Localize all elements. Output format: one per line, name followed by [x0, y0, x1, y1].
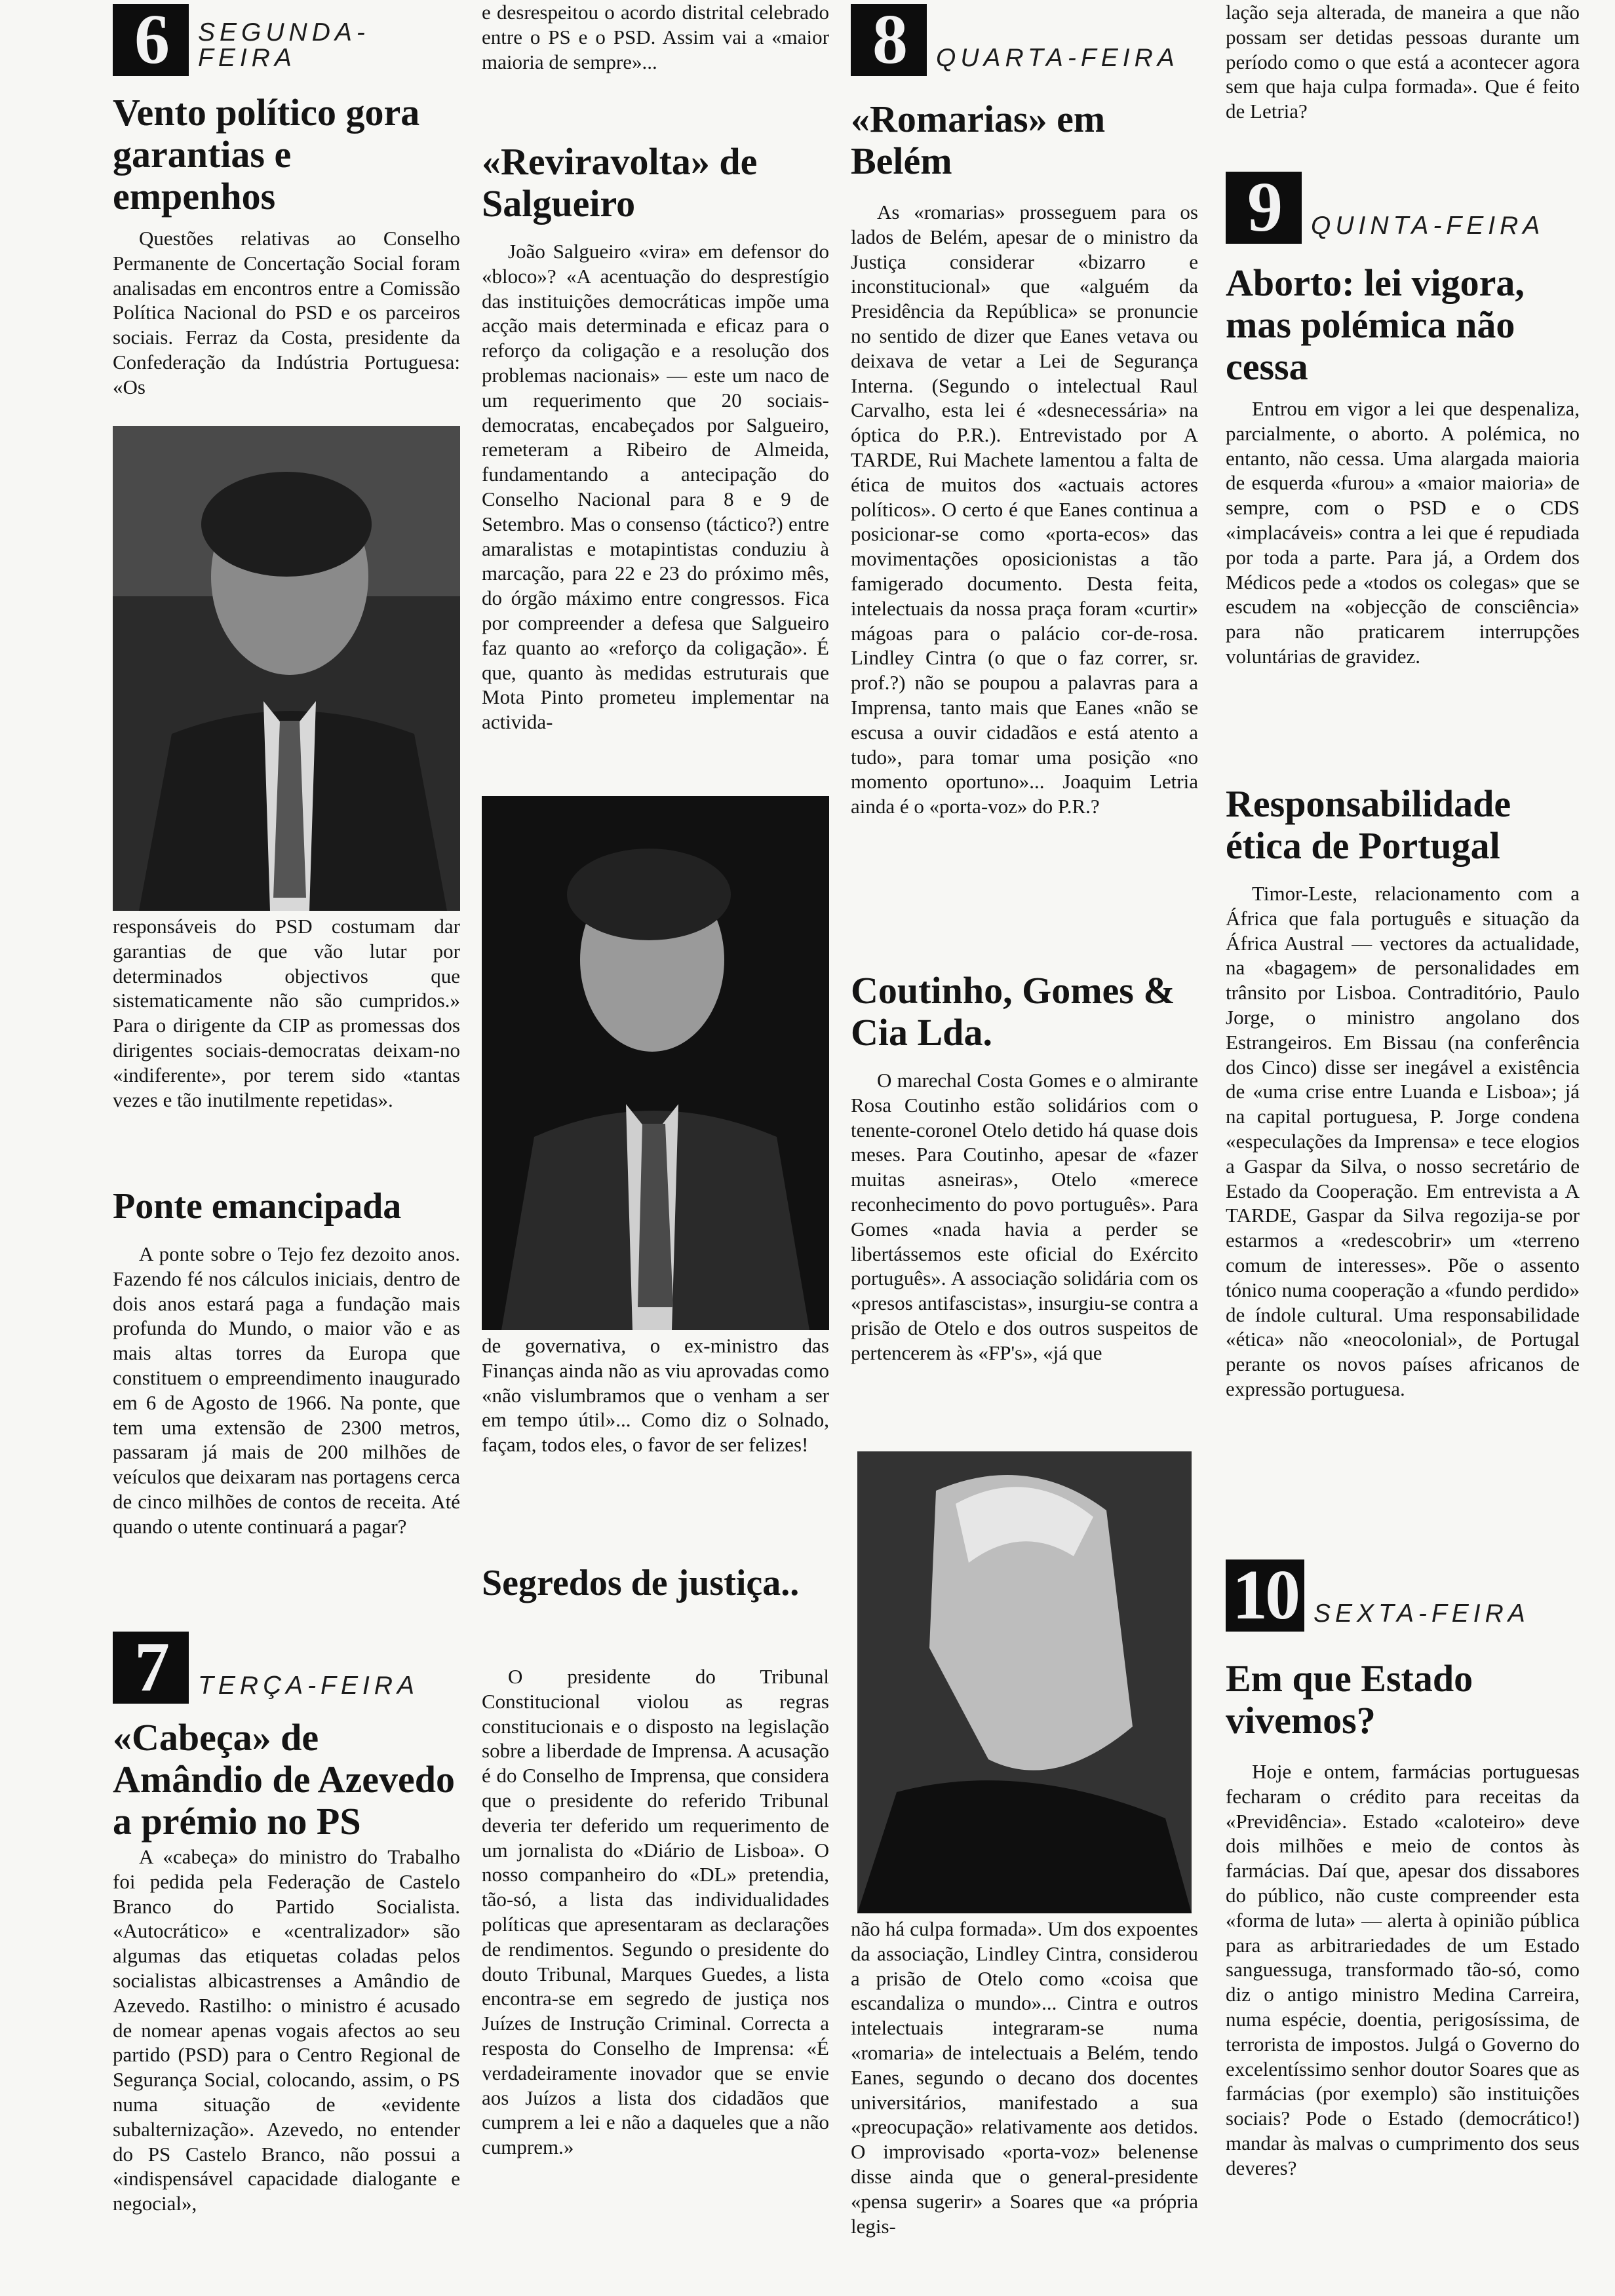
- portrait-drawing: [857, 1451, 1192, 1913]
- continued-text-top: lação seja alterada, de maneira a que não possam ser detidas pessoas durante um período como o que está a acontecer agora sem que haja culpa formada». Que é feito de Letria?: [1226, 1, 1580, 123]
- column-2: [482, 0, 829, 2296]
- day-name: QUARTA-FEIRA: [936, 44, 1179, 72]
- article-body-coutinho-a: O marechal Costa Gomes e o almirante Rosa Coutinho estão solidários com o tenente-coronel Otelo detido há quase dois meses. Para Coutinho, apesar de «fazer muitas asneiras», Otelo «merece reconhecimento do povo português». Para Gomes «nada havia a perder se libertássemos este oficial do Exército português». A associação solidária com os «presos antifascistas», insurgiu-se contra a prisão de Otelo e dos outros suspeitos de pertencerem às «FP's», «já que: [851, 1069, 1198, 1364]
- article-body-coutinho-b: não há culpa formada». Um dos expoentes da associação, Lindley Cintra, considerou a prisão de Otelo como «coisa que escandaliza o mundo»... Cintra e outros intelectuais integraram-se numa «romaria» de intelectuais a Belém, tendo Eanes, segundo o decano dos docentes universitários, manifestado a sua «preocupação» relativamente aos detidos. O improvisado «porta-voz» belenense disse ainda que o general-presidente «pensa sugerir» a Soares que «a própria legis-: [851, 1917, 1198, 2238]
- portrait-drawing: [113, 426, 460, 911]
- day-number-badge: 7: [113, 1632, 189, 1704]
- column-3: [851, 0, 1198, 2296]
- day-number-badge: 10: [1226, 1559, 1304, 1632]
- day-header-quarta: [851, 1, 1198, 79]
- column-4: [1226, 0, 1580, 2296]
- day-header-segunda: [113, 1, 460, 79]
- photo-portrait-man: [113, 426, 460, 911]
- headline-romarias-belem: «Romarias» em Belém: [851, 98, 1106, 182]
- day-number-badge: 9: [1226, 172, 1302, 244]
- article-body-vento-b: responsáveis do PSD costumam dar garantias de que vão lutar por determinados objectivos que sistematicamente não são cumpridos.» Para o dirigente da CIP as promessas dos dirigentes sociais-democratas deixam-no «indiferente», por terem sido «tantas vezes e tão inutilmente repetidas».: [113, 915, 460, 1111]
- photo-portrait-salgueiro: [482, 796, 829, 1330]
- day-number-badge: 8: [851, 4, 927, 76]
- headline-segredos-justica: Segredos de justiça..: [482, 1563, 800, 1603]
- article-body-aborto: Entrou em vigor a lei que despenaliza, parcialmente, o aborto. A polémica, no entanto, não cessa. Uma alargada maioria de esquerda «furou» a «maior maioria» de sempre, com o PSD e o CDS «implacáveis» contra a lei que é repudiada por toda a parte. Para já, a Ordem dos Médicos pede a «todos os colegas» que se escudem na «objecção de consciência» para não praticarem interrupções voluntárias de gravidez.: [1226, 397, 1580, 668]
- article-body-segredos: O presidente do Tribunal Constitucional violou as regras constitucionais e o disposto na legislação sobre a liberdade de Imprensa. A acusação é do Conselho de Imprensa, que considera que o presidente do referido Tribunal deveria ter deferido um requerimento de um jornalista do «Diário de Lisboa». O nosso companheiro do «DL» pretendia, tão-só, a lista das individualidades políticas que apresentaram as declarações de rendimentos. Segundo o presidente do douto Tribunal, Marques Guedes, a lista encontra-se em segredo de justiça nos Juízes de Instrução Criminal. Correcta a resposta do Conselho de Imprensa: «É verdadeiramente inovador que se envie aos Juízos a lista dos cidadãos que cumprem a lei e não a daqueles que a não cumprem.»: [482, 1665, 829, 2159]
- day-name: TERÇA-FEIRA: [198, 1672, 419, 1700]
- day-name: SEXTA-FEIRA: [1313, 1599, 1530, 1628]
- article-body-estado: Hoje e ontem, farmácias portuguesas fecharam o crédito para receitas da «Previdência». Estado «caloteiro» deve dois milhões e meio de contos às farmácias. Daí que, apesar dos dissabores do público, não custe compreender esta «forma de luta» — alerta à opinião pública para as arbitrariedades de um Estado sanguessuga, transformado tão-só, como diz o antigo ministro Medina Carreira, numa espécie, doentia, perigosíssima, de terrorista de impostos. Julgá o Governo do excelentíssimo senhor doutor Soares que as farmácias (por exemplo) são instituições sociais? Pode o Estado (democrático!) mandar às malvas o cumprimento dos seus deveres?: [1226, 1760, 1580, 2179]
- column-1: [113, 0, 460, 2296]
- headline-reviravolta: «Reviravolta» de Salgueiro: [482, 140, 758, 225]
- photo-portrait-cintra: [857, 1451, 1192, 1913]
- portrait-drawing: [482, 796, 829, 1330]
- headline-aborto: Aborto: lei vigora, mas polémica não cessa: [1226, 261, 1525, 388]
- day-header-quinta: [1226, 168, 1580, 246]
- article-body-cabeca: A «cabeça» do ministro do Trabalho foi pedida pela Federação de Castelo Branco do Partido Socialista. «Autocrático» e «centralizador» são algumas das etiquetas coladas pelos socialistas albicastrenses a Amândio de Azevedo. Rastilho: o ministro é acusado de nomear apenas vogais afectos ao seu partido (PSD) para o Centro Regional de Segurança Social, colocando, assim, o PS numa situação de «evidente subalternização». Azevedo, no entender do PS Castelo Branco, não possui a «indispensável capacidade dialogante e negocial»,: [113, 1845, 460, 2215]
- article-body-vento-a: Questões relativas ao Conselho Permanente de Concertação Social foram analisadas em encontros entre a Comissão Política Nacional do PSD e os parceiros sociais. Ferraz da Costa, presidente da Confederação da Indústria Portuguesa: «Os: [113, 227, 460, 398]
- day-name: QUINTA-FEIRA: [1311, 212, 1545, 240]
- headline-cabeca-amandio: «Cabeça» de Amândio de Azevedo a prémio no PS: [113, 1716, 455, 1843]
- headline-coutinho-gomes: Coutinho, Gomes & Cia Lda.: [851, 969, 1175, 1054]
- article-body-ponte: A ponte sobre o Tejo fez dezoito anos. Fazendo fé nos cálculos iniciais, dentro de dois anos estará paga a fundação mais profunda do Mundo, o maior vão e as mais altas torres da Europa que constituem o empreendimento inaugurado em 6 de Agosto de 1966. Na ponte, que tem uma extensão de 2300 metros, passaram já mais de 200 milhões de veículos que deixaram nas portagens cerca de cinco milhões de contos de receita. Até quando o utente continuará a pagar?: [113, 1242, 460, 1538]
- day-header-sexta: [1226, 1556, 1580, 1634]
- headline-em-que-estado: Em que Estado vivemos?: [1226, 1657, 1473, 1742]
- headline-responsabilidade-etica: Responsabilidade ética de Portugal: [1226, 782, 1511, 867]
- article-body-responsabilidade: Timor-Leste, relacionamento com a África que fala português e situação da África Austral — vectores da actualidade, na «bagagem» de personalidades em trânsito por Lisboa. Contraditório, Paulo Jorge, o ministro angolano dos Estrangeiros. Em Bissau (na conferência dos Cinco) disse ser inegável a existência de «uma crise entre Luanda e Lisboa»; já na capital portuguesa, P. Jorge condena «especulações da Imprensa» e tece elogios a Gaspar da Silva, o nosso secretário de Estado da Cooperação. Em entrevista a A TARDE, Gaspar da Silva regozija-se por estarmos a «redescobrir» um «terreno comum de interesses». Põe o assento tónico numa cooperação a «fundo perdido» de índole cultural. Uma responsabilidade «ética» não «neocolonial», de Portugal perante os novos países africanos de expressão portuguesa.: [1226, 882, 1580, 1400]
- continued-text-top: e desrespeitou o acordo distrital celebrado entre o PS e o PSD. Assim vai a «maior maioria de sempre»...: [482, 1, 829, 73]
- headline-ponte-emancipada: Ponte emancipada: [113, 1186, 402, 1227]
- day-name: SEGUNDA-FEIRA: [198, 18, 370, 72]
- article-body-reviravolta-a: João Salgueiro «vira» em defensor do «bloco»? «A acentuação do desprestígio das instituições democráticas impõe uma acção mais determinada e eficaz para o reforço da coligação e a resolução dos problemas nacionais» — este um naco de um requerimento que 20 sociais-democratas, encabeçados por Salgueiro, remeteram a Ribeiro de Almeida, fundamentando a antecipação do Conselho Nacional para 8 e 9 de Setembro. Mas o consenso (táctico?) entre amaralistas e motapintistas conduziu à marcação, para 22 e 23 do próximo mês, do órgão máximo entre congressos. Fica por compreender a defesa que Salgueiro faz quanto ao «reforço da coligação». É que, quanto às medidas estruturais que Mota Pinto prometeu implementar na activida-: [482, 240, 829, 734]
- article-body-reviravolta-b: de governativa, o ex-ministro das Finanças ainda não as viu aprovadas como «não vislumbramos que o venham a ser em tempo útil»... Como diz o Solnado, façam, todos eles, o favor de ser felizes!: [482, 1334, 829, 1457]
- day-number-badge: 6: [113, 4, 189, 76]
- article-body-romarias: As «romarias» prosseguem para os lados de Belém, apesar de o ministro da Justiça considerar «bizarro e inconstitucional» que «alguém da Presidência da República» se pronuncie no sentido de dizer que Eanes vetava ou deixava de vetar a Lei de Segurança Interna. (Segundo o intelectual Raul Carvalho, esta lei é «desnecessária» na óptica do P.R.). Entrevistado por A TARDE, Rui Machete lamentou a falta de ética de muitos dos «actuais actores políticos». O certo é que Eanes continua a posicionar-se como «porta-ecos» das movimentações oposicionistas a tão famigerado documento. Desta feita, intelectuais da nossa praça foram «curtir» mágoas para o palácio cor-de-rosa. Lindley Cintra (o que o faz correr, sr. prof.?) não se poupou a palavras para a Imprensa, tanto mais que Eanes «não se escusa a ouvir cidadãos e está atento a tudo», para tomar uma posição «no momento oportuno»... Joaquim Letria ainda é o «porta-voz» do P.R.?: [851, 201, 1198, 818]
- day-header-terca: [113, 1628, 460, 1706]
- headline-vento-politico: Vento político gora garantias e empenhos: [113, 91, 420, 218]
